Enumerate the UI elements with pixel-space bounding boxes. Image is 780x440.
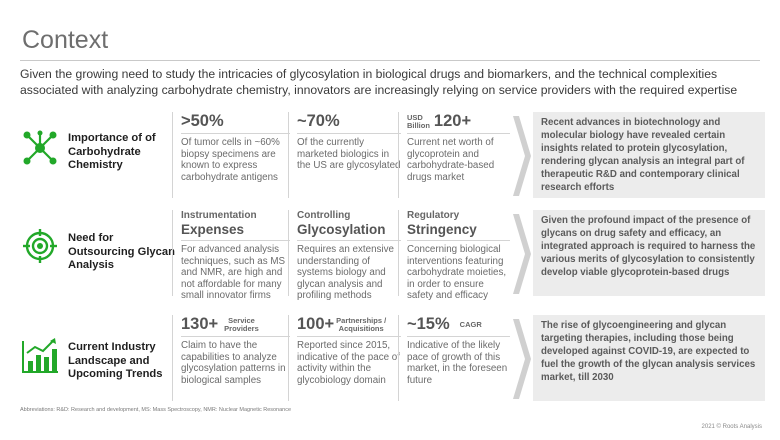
stat-description: Concerning biological interventions featuring carbohydrate moieties, in order to ensure safety and efficacy	[407, 244, 507, 301]
page-title: Context	[22, 26, 109, 54]
summary-box: Recent advances in biotechnology and molecular biology have revealed certain insights related to protein glycosylation, rendering glycan analysis an integral part of therapeutic R&D and contemporary clinical research efforts	[533, 112, 765, 198]
stat-description: Requires an extensive understanding of systems biology and glycan analysis and profiling methods	[297, 244, 394, 301]
stat-column	[288, 112, 401, 198]
row-industry-landscape	[20, 315, 765, 415]
stat-column	[398, 112, 510, 198]
row-label: Importance of of Carbohydrate Chemistry	[68, 132, 156, 171]
stat-description: Of the currently marketed biologics in the US are glycosylated	[297, 137, 401, 171]
stat-heading: Glycosylation	[297, 222, 401, 241]
stat-value: ~70%	[297, 112, 401, 134]
summary-box: Given the profound impact of the presence of glycans on drug safety and efficacy, an integrated approach is required to harness the various merits of glycosylation to consistently develop viable glycoprotein-based drugs	[533, 210, 765, 296]
row-label: Need for Outsourcing Glycan Analysis	[68, 232, 175, 271]
stat-heading: Stringency	[407, 222, 510, 241]
stat-subhead: Controlling	[297, 210, 351, 221]
chevron-right-icon	[513, 116, 531, 196]
row-outsourcing	[20, 210, 765, 310]
growth-chart-icon	[22, 337, 58, 373]
stat-column	[172, 210, 290, 301]
molecule-icon	[22, 130, 58, 166]
intro-text: Given the growing need to study the intricacies of glycosylation in biological drugs and biomarkers, and the technical complexities associated with analyzing carbohydrate chemistry, innovators are increasingly relying on service providers with the required expertise	[20, 67, 738, 97]
stat-column	[288, 210, 401, 301]
stat-column	[398, 210, 510, 301]
target-icon	[22, 228, 58, 264]
title-divider	[20, 60, 760, 61]
stat-value: >50%	[181, 112, 290, 134]
stat-value: ~15%	[407, 315, 450, 333]
stat-subhead: Instrumentation	[181, 210, 257, 221]
stat-description: Indicative of the likely pace of growth of this market, in the foreseen future	[407, 340, 508, 386]
stat-label: CAGR	[459, 319, 482, 329]
stat-description: Reported since 2015, indicative of the pace of activity within the glycobiology domain	[297, 340, 400, 386]
stat-column	[172, 315, 290, 401]
stat-description: Claim to have the capabilities to analyze glycosylation patterns in biological samples	[181, 340, 286, 386]
stat-column	[288, 315, 401, 401]
abbreviations-note: Abbreviations: R&D: Research and development, MS: Mass Spectroscopy, NMR: Nuclear Magnetic Resonance	[20, 407, 292, 413]
chevron-right-icon	[513, 319, 531, 399]
chevron-right-icon	[513, 214, 531, 294]
stat-column	[172, 112, 290, 198]
stat-value: 100+	[297, 315, 335, 333]
stat-subhead: Regulatory	[407, 210, 460, 221]
stat-value: 120+	[433, 112, 472, 130]
stat-label: Partnerships / Acquisitions	[336, 315, 387, 333]
row-label: Current Industry Landscape and Upcoming Trends	[68, 341, 163, 380]
stat-description: Of tumor cells in ~60% biopsy specimens are known to express carbohydrate antigens	[181, 137, 280, 183]
stat-description: For advanced analysis techniques, such as MS and NMR, are high and not affordable for many small innovator firms	[181, 244, 286, 301]
copyright: 2021 © Roots Analysis	[701, 424, 762, 430]
stat-column	[398, 315, 510, 401]
stat-label: Service Providers	[224, 315, 259, 333]
summary-box: The rise of glycoengineering and glycan targeting therapies, including those being developed against COVID-19, are expected to fuel the growth of the glycan analysis services market, till 2030	[533, 315, 765, 401]
stat-heading: Expenses	[181, 222, 290, 241]
stat-description: Current net worth of glycoprotein and carbohydrate-based drugs market	[407, 137, 495, 183]
stat-value: 130+	[181, 315, 219, 333]
currency-label: USD Billion	[407, 112, 430, 130]
row-importance	[20, 112, 765, 212]
